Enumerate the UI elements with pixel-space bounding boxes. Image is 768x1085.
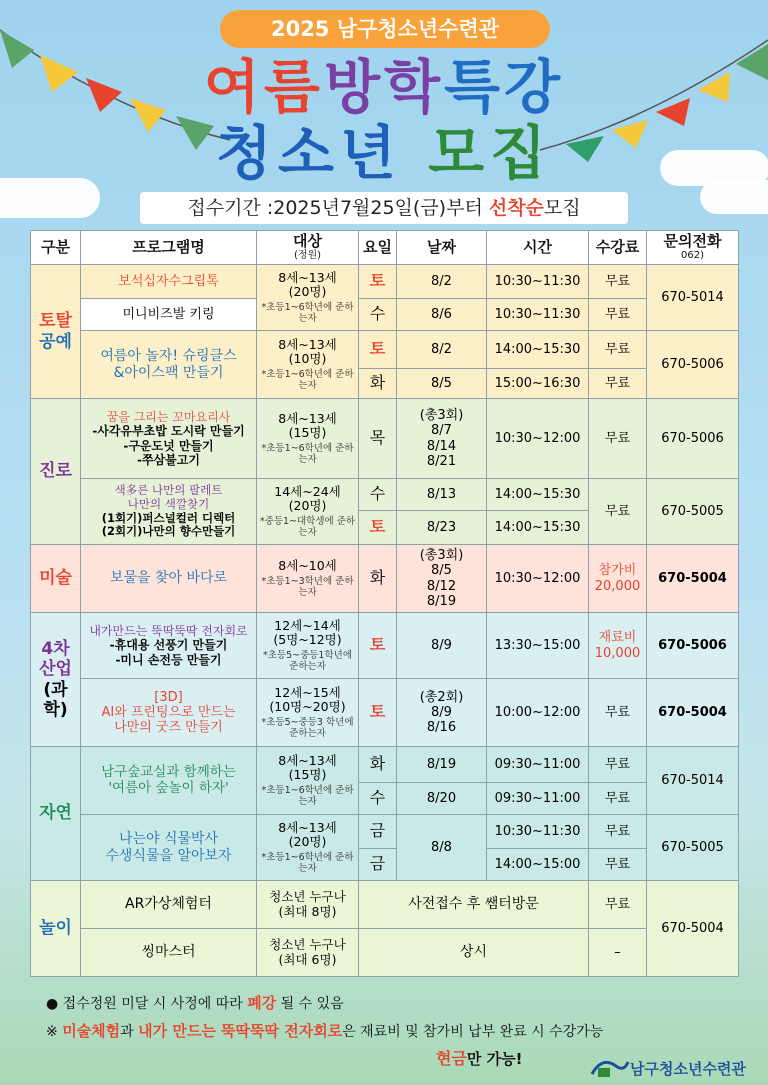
fee-cell: – (589, 929, 647, 977)
notice-line-3: 현금만 가능! (436, 1049, 523, 1068)
phone-cell: 670-5004 (647, 881, 739, 977)
target-cell: 8세~13세 (20명) *초등1~6학년에 준하는자 (257, 815, 359, 881)
time-cell: 10:30~12:00 (487, 399, 589, 479)
date-cell: 8/23 (397, 511, 487, 545)
target-cell: 14세~24세 (20명) *중등1~대학생에 준하는자 (257, 479, 359, 545)
day-cell: 금 (359, 849, 397, 881)
phone-cell: 670-5006 (647, 399, 739, 479)
organizer-badge: 2025 남구청소년수련관 (220, 10, 550, 48)
program-name: AR가상체험터 (81, 881, 257, 929)
time-cell: 15:00~16:30 (487, 369, 589, 399)
phone-cell: 670-5006 (647, 331, 739, 399)
fee-cell: 무료 (589, 479, 647, 545)
category-cell: 토탈 공예 (31, 265, 81, 399)
fee-cell: 무료 (589, 679, 647, 747)
time-cell: 10:30~12:00 (487, 545, 589, 613)
target-cell: 8세~13세 (15명) *초등1~6학년에 준하는자 (257, 747, 359, 815)
header-date: 날짜 (397, 231, 487, 265)
header-day: 요일 (359, 231, 397, 265)
program-name: 내가만드는 뚝딱뚝딱 전자회로 -휴대용 선풍기 만들기 -미니 손전등 만들기 (81, 613, 257, 679)
day-cell: 금 (359, 815, 397, 849)
category-cell: 4차 산업 (과학) (31, 613, 81, 747)
date-cell: 8/2 (397, 331, 487, 369)
table-row (31, 399, 739, 479)
fee-cell: 무료 (589, 265, 647, 299)
date-cell: (총3회) 8/5 8/12 8/19 (397, 545, 487, 613)
day-cell: 토 (359, 679, 397, 747)
organization-name: 남구청소년수련관 (630, 1060, 746, 1078)
program-table (30, 230, 739, 977)
table-row (31, 545, 739, 613)
title-word-special: 특강 (444, 53, 565, 121)
registration-highlight: 선착순 (488, 197, 544, 219)
program-name: 색多른 나만의 팔레트 나만의 색깔찾기 (1회기)퍼스널컬러 디렉터 (2회기)나만의 향수만들기 (81, 479, 257, 545)
table-row (31, 299, 739, 331)
date-cell: 8/19 (397, 747, 487, 783)
target-cell: 8세~13세 (15명) *초등1~6학년에 준하는자 (257, 399, 359, 479)
phone-cell: 670-5004 (647, 545, 739, 613)
day-cell: 토 (359, 511, 397, 545)
date-cell: 8/9 (397, 613, 487, 679)
fee-cell: 참가비 20,000 (589, 545, 647, 613)
fee-cell: 무료 (589, 747, 647, 783)
program-name: 남구숲교실과 함께하는 '여름아 숲놀이 하자' (81, 747, 257, 815)
phone-cell: 670-5004 (647, 679, 739, 747)
phone-cell: 670-5005 (647, 479, 739, 545)
target-cell: 8세~10세 *초등1~3학년에 준하는자 (257, 545, 359, 613)
table-row (31, 747, 739, 783)
phone-cell: 670-5014 (647, 265, 739, 331)
target-cell: 8세~13세 (20명) *초등1~6학년에 준하는자 (257, 265, 359, 331)
phone-cell: 670-5005 (647, 815, 739, 881)
fee-cell: 무료 (589, 849, 647, 881)
fee-cell: 무료 (589, 783, 647, 815)
table-header-row (31, 231, 739, 265)
registration-prefix: 접수기간 :2025년7월25일(금)부터 (187, 197, 489, 219)
day-cell: 화 (359, 545, 397, 613)
category-cell: 놀이 (31, 881, 81, 977)
category-cell: 자연 (31, 747, 81, 881)
day-cell: 목 (359, 399, 397, 479)
category-cell: 진로 (31, 399, 81, 545)
registration-suffix: 모집 (543, 197, 581, 219)
phone-cell: 670-5014 (647, 747, 739, 815)
fee-cell: 재료비 10,000 (589, 613, 647, 679)
category-cell: 미술 (31, 545, 81, 613)
day-cell: 수 (359, 299, 397, 331)
fee-cell: 무료 (589, 399, 647, 479)
target-cell: 8세~13세 (10명) *초등1~6학년에 준하는자 (257, 331, 359, 399)
day-cell: 화 (359, 369, 397, 399)
date-cell: 8/2 (397, 265, 487, 299)
table-row (31, 331, 739, 369)
time-cell: 14:00~15:30 (487, 511, 589, 545)
table-row (31, 929, 739, 977)
date-cell: 8/6 (397, 299, 487, 331)
notice-line-1: ● 접수정원 미달 시 사정에 따라 폐강 될 수 있음 (46, 994, 344, 1012)
target-cell: 청소년 누구나 (최대 6명) (257, 929, 359, 977)
day-cell: 토 (359, 613, 397, 679)
date-cell: 8/13 (397, 479, 487, 511)
time-cell: 14:00~15:30 (487, 479, 589, 511)
notice-line-2: ※ 미술체험과 내가 만드는 뚝딱뚝딱 전자회로은 재료비 및 참가비 납부 완료 시 수강가능 (46, 1022, 604, 1040)
title-word-recruit: 모집 (428, 119, 553, 187)
time-cell: 14:00~15:30 (487, 331, 589, 369)
fee-cell: 무료 (589, 331, 647, 369)
title-word-youth: 청소년 (215, 119, 429, 187)
header-fee: 수강료 (589, 231, 647, 265)
table-row (31, 679, 739, 747)
day-cell: 수 (359, 783, 397, 815)
time-cell: 10:30~11:30 (487, 815, 589, 849)
table-row (31, 265, 739, 299)
fee-cell: 무료 (589, 299, 647, 331)
day-cell: 화 (359, 747, 397, 783)
schedule-cell: 사전접수 후 쌤터방문 (359, 881, 589, 929)
phone-cell: 670-5006 (647, 613, 739, 679)
date-cell: 8/5 (397, 369, 487, 399)
table-row (31, 613, 739, 679)
time-cell: 09:30~11:00 (487, 747, 589, 783)
program-name: [3D] AI와 프린팅으로 만드는 나만의 굿즈 만들기 (81, 679, 257, 747)
target-cell: 12세~15세 (10명~20명) *초등5~중등3 학년에 준하는자 (257, 679, 359, 747)
bullet-icon: ● (46, 996, 63, 1012)
table-row (31, 815, 739, 849)
time-cell: 14:00~15:00 (487, 849, 589, 881)
day-cell: 수 (359, 479, 397, 511)
header-category: 구분 (31, 231, 81, 265)
date-cell: (총3회) 8/7 8/14 8/21 (397, 399, 487, 479)
schedule-cell: 상시 (359, 929, 589, 977)
time-cell: 09:30~11:00 (487, 783, 589, 815)
table-row (31, 881, 739, 929)
header-program: 프로그램명 (81, 231, 257, 265)
fee-cell: 무료 (589, 369, 647, 399)
title-word-vacation: 방학 (323, 53, 445, 121)
title-line-2 (0, 120, 768, 186)
time-cell: 13:30~15:00 (487, 613, 589, 679)
header-phone: 문의전화 062) (647, 231, 739, 265)
program-name: 보석십자수그립톡 (81, 265, 257, 299)
program-name: 씽마스터 (81, 929, 257, 977)
program-name: 꿈을 그리는 꼬마요리사 -사각유부초밥 도시락 만들기 -구운도넛 만들기 -쭈삼불고기 (81, 399, 257, 479)
date-cell: 8/20 (397, 783, 487, 815)
target-cell: 12세~14세 (5명~12명) *초등5~중등1학년에 준하는자 (257, 613, 359, 679)
fee-cell: 무료 (589, 815, 647, 849)
header-target: 대상 (정원) (257, 231, 359, 265)
time-cell: 10:00~12:00 (487, 679, 589, 747)
table-row (31, 479, 739, 511)
date-cell: (총2회) 8/9 8/16 (397, 679, 487, 747)
registration-period (140, 192, 628, 224)
day-cell: 토 (359, 331, 397, 369)
time-cell: 10:30~11:30 (487, 299, 589, 331)
title-word-summer: 여름 (203, 53, 324, 121)
header-time: 시간 (487, 231, 589, 265)
program-name: 나는야 식물박사 수생식물을 알아보자 (81, 815, 257, 881)
program-name: 미니비즈발 키링 (81, 299, 257, 331)
time-cell: 10:30~11:30 (487, 265, 589, 299)
fee-cell: 무료 (589, 881, 647, 929)
date-cell: 8/8 (397, 815, 487, 881)
target-cell: 청소년 누구나 (최대 8명) (257, 881, 359, 929)
program-name: 여름아 놀자! 슈링클스 &아이스팩 만들기 (81, 331, 257, 399)
day-cell: 토 (359, 265, 397, 299)
title-line-1 (0, 54, 768, 120)
program-name: 보물을 찾아 바다로 (81, 545, 257, 613)
